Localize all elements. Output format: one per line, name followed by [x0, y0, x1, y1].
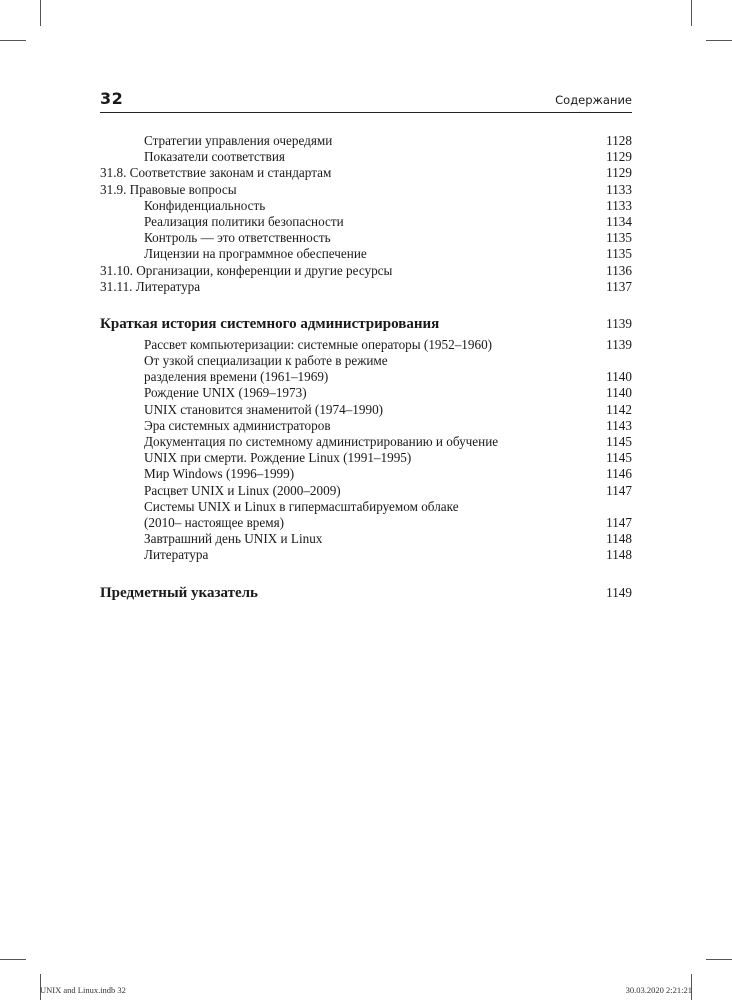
toc-entry — [100, 230, 632, 246]
toc-entry-page: 1140 — [606, 385, 632, 401]
toc-entry-page: 1129 — [606, 165, 632, 181]
toc-entry-title: UNIX при смерти. Рождение Linux (1991–1995) — [144, 450, 412, 466]
toc-entry-title: Литература — [144, 547, 209, 563]
toc-entry-title: Краткая история системного администрирования — [100, 315, 440, 332]
toc-entry-title: разделения времени (1961–1969) — [144, 369, 329, 385]
crop-mark-right-bottom — [706, 959, 732, 960]
toc-entry — [100, 149, 632, 165]
toc-entry-page: 1142 — [606, 401, 632, 417]
toc-entry-page: 1139 — [606, 315, 632, 331]
crop-mark-left-top — [0, 40, 26, 41]
page-header — [100, 88, 632, 113]
toc-entry — [100, 337, 632, 353]
toc-entry-page: 1140 — [606, 369, 632, 385]
toc-entry-title: Лицензии на программное обеспечение — [144, 246, 367, 262]
toc-entry-page: 1139 — [606, 336, 632, 352]
crop-mark-top-left — [40, 0, 41, 26]
toc-entry — [100, 418, 632, 434]
toc-entry — [100, 133, 632, 149]
toc-entry — [100, 263, 632, 279]
toc-entry-title: 31.9. Правовые вопросы — [100, 181, 237, 197]
toc-entry — [100, 246, 632, 262]
toc-entry-page: 1147 — [606, 482, 632, 498]
toc-entry — [100, 450, 632, 466]
toc-entry-title: От узкой специализации к работе в режиме — [144, 353, 388, 369]
toc-entry — [100, 515, 632, 531]
toc-entry-page: 1134 — [606, 213, 632, 229]
toc-entry — [100, 198, 632, 214]
toc-entry-page: 1143 — [606, 417, 632, 433]
toc-entry — [100, 531, 632, 547]
toc-entry-page: 1137 — [606, 278, 632, 294]
footer-timestamp: 30.03.2020 2:21:21 — [625, 985, 692, 995]
page-number: 32 — [100, 89, 124, 108]
toc-entry-page: 1148 — [606, 547, 632, 563]
toc-entry-title: Расцвет UNIX и Linux (2000–2009) — [144, 482, 341, 498]
crop-mark-right-top — [706, 40, 732, 41]
toc-entry-title: Завтрашний день UNIX и Linux — [144, 531, 323, 547]
toc-entry — [100, 547, 632, 563]
toc-entry-page: 1145 — [606, 434, 632, 449]
toc-entry-page: 1149 — [606, 584, 632, 600]
table-of-contents — [100, 133, 632, 606]
toc-entry-title: Предметный указатель — [100, 584, 258, 601]
toc-entry — [100, 434, 632, 450]
toc-entry-title: 31.10. Организации, конференции и другие ресурсы — [100, 262, 393, 278]
toc-entry-title: Документация по системному администрированию и обучение — [144, 434, 499, 449]
toc-entry — [100, 214, 632, 230]
toc-entry-title: Стратегии управления очередями — [144, 133, 333, 148]
running-head: Содержание — [555, 93, 632, 107]
toc-entry-title: 31.11. Литература — [100, 278, 201, 294]
toc-entry — [100, 385, 632, 401]
toc-entry — [100, 279, 632, 295]
toc-entry-title: Мир Windows (1996–1999) — [144, 466, 295, 482]
crop-mark-top-right — [691, 0, 692, 26]
toc-entry-title: 31.8. Соответствие законам и стандартам — [100, 165, 332, 181]
toc-entry-page: 1145 — [606, 450, 632, 466]
toc-entry-page: 1146 — [606, 466, 632, 482]
toc-entry-title: Системы UNIX и Linux в гипермасштабируемом облаке — [144, 498, 459, 514]
toc-entry — [100, 483, 632, 499]
footer-file-name: UNIX and Linux.indb 32 — [40, 985, 126, 995]
toc-entry-title: Рассвет компьютеризации: системные операторы (1952–1960) — [144, 336, 493, 352]
toc-entry-page: 1148 — [606, 531, 632, 547]
toc-entry-page: 1133 — [606, 197, 632, 213]
toc-entry-page: 1135 — [606, 230, 632, 246]
toc-chapter-entry — [100, 311, 632, 337]
toc-entry-page: 1129 — [606, 149, 632, 165]
toc-entry — [100, 499, 632, 515]
toc-entry-title: Реализация политики безопасности — [144, 213, 344, 229]
toc-entry-page: 1147 — [606, 514, 632, 530]
toc-entry-title: Эра системных администраторов — [144, 417, 331, 433]
toc-entry-title: Показатели соответствия — [144, 149, 285, 165]
toc-entry — [100, 165, 632, 181]
toc-entry-page: 1135 — [606, 246, 632, 262]
toc-entry-title: Рождение UNIX (1969–1973) — [144, 385, 307, 401]
toc-entry — [100, 466, 632, 482]
crop-mark-left-bottom — [0, 959, 26, 960]
toc-entry-title: (2010– настоящее время) — [144, 514, 285, 530]
toc-entry — [100, 182, 632, 198]
toc-chapter-entry — [100, 580, 632, 606]
toc-entry-title: Конфиденциальность — [144, 197, 266, 213]
toc-entry-title: UNIX становится знаменитой (1974–1990) — [144, 401, 384, 417]
toc-entry-title: Контроль — это ответственность — [144, 230, 331, 246]
toc-entry-page: 1128 — [606, 133, 632, 148]
toc-entry — [100, 353, 632, 369]
toc-entry — [100, 402, 632, 418]
toc-entry — [100, 369, 632, 385]
toc-entry-page: 1133 — [606, 181, 632, 197]
toc-entry-page: 1136 — [606, 262, 632, 278]
